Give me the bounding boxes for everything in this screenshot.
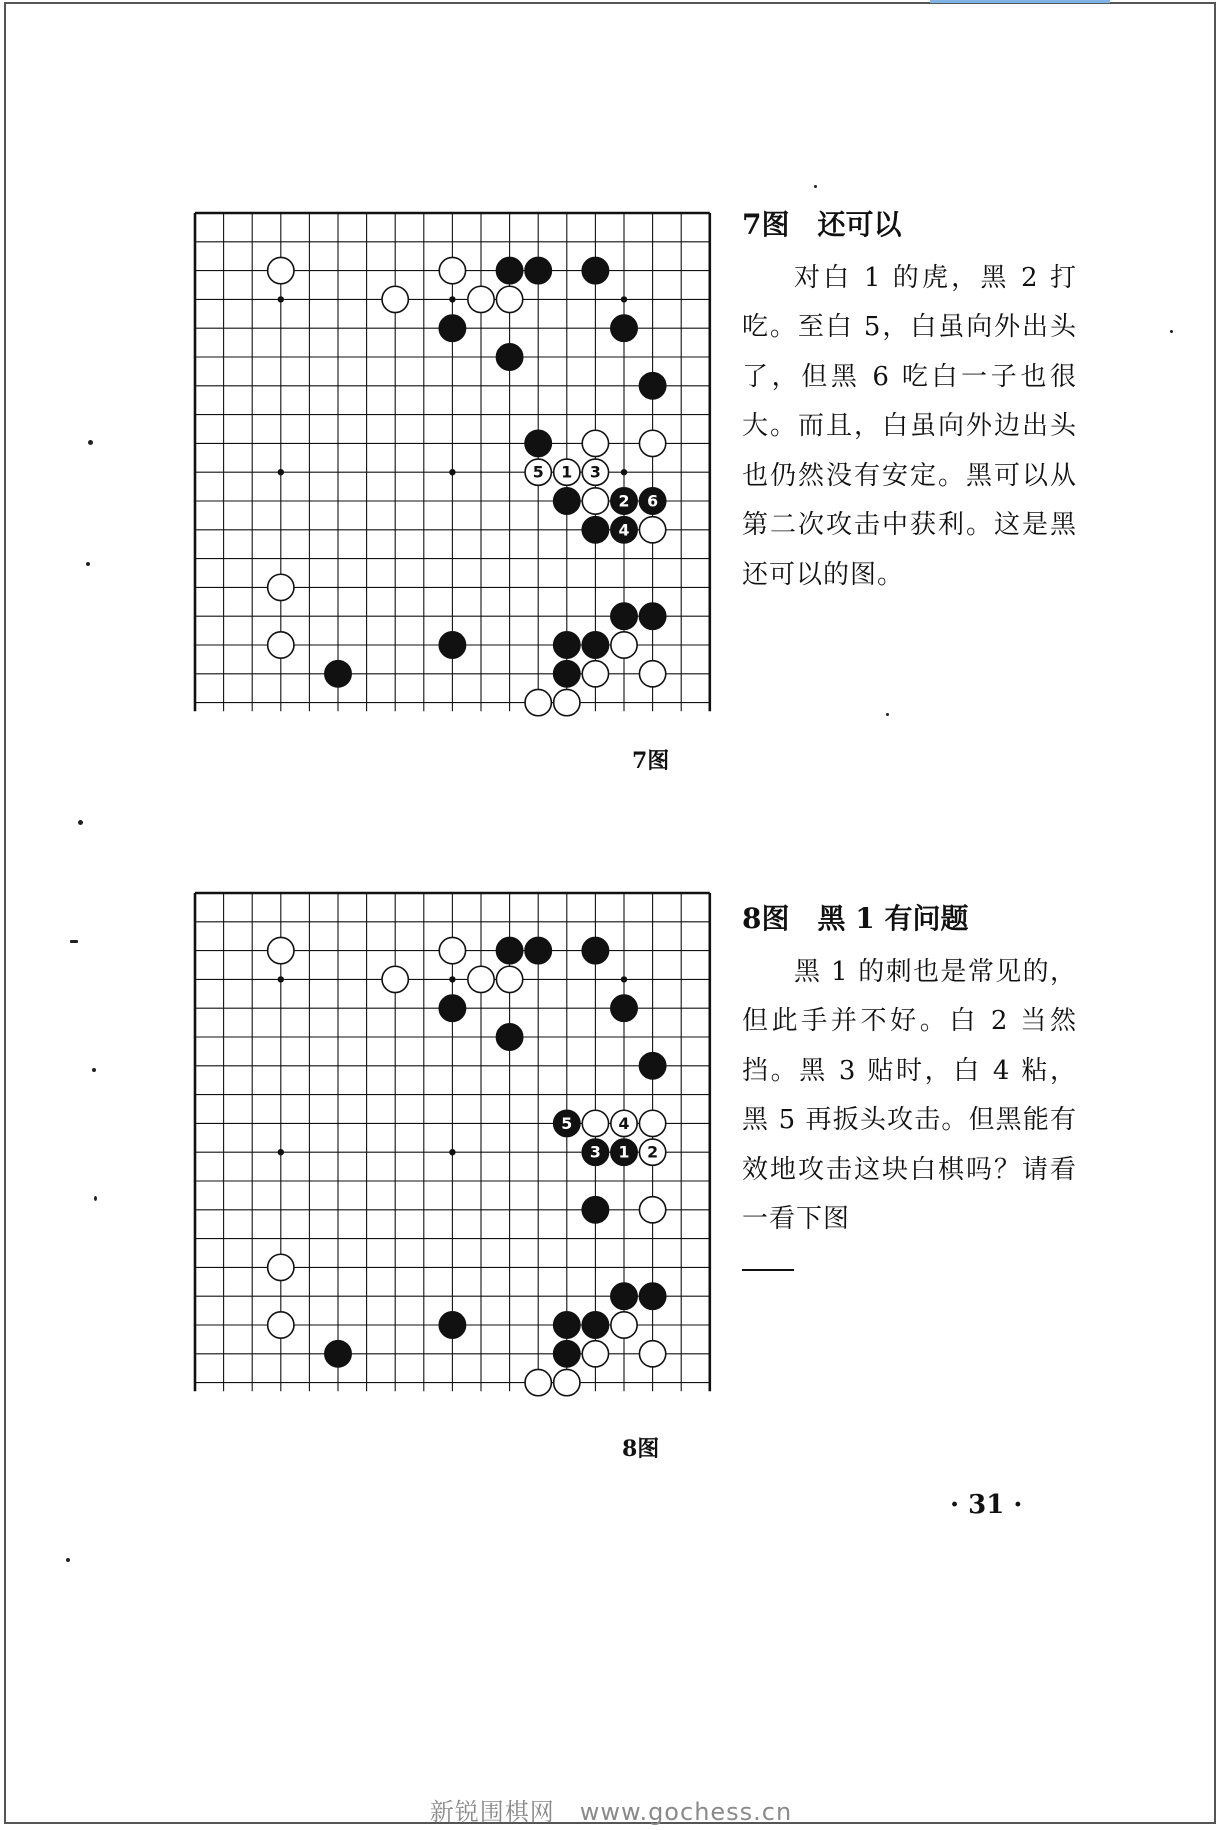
black-stone [582, 937, 608, 963]
black-stone [582, 632, 608, 658]
diagram-8-caption: 8图 [622, 1436, 660, 1462]
white-stone [582, 430, 608, 456]
scan-speck [92, 1068, 96, 1072]
black-stone [554, 1341, 580, 1367]
svg-text:3: 3 [589, 1142, 601, 1162]
black-stone [439, 315, 465, 341]
svg-text:6: 6 [647, 491, 659, 511]
scan-speck [886, 713, 889, 716]
star-point [449, 976, 455, 982]
black-stone [639, 1053, 665, 1079]
black-stone [554, 1312, 580, 1338]
white-stone [496, 966, 522, 992]
section-8-body-text: 黑 1 的刺也是常见的，但此手并不好。白 2 当然挡。黑 3 贴时，白 4 粘，黑 5 再扳头攻击。但黑能有效地攻击这块白棋吗？请看一看下图 [742, 956, 1077, 1234]
white-stone [496, 286, 522, 312]
star-point [621, 296, 627, 302]
svg-text:2: 2 [647, 1142, 659, 1162]
black-stone [525, 257, 551, 283]
white-stone [639, 661, 665, 687]
black-stone-move-5 [554, 1110, 580, 1136]
section-7-body: 对白 1 的虎，黑 2 打吃。至白 5，白虽向外出头了，但黑 6 吃白一子也很大。而且，白虽向外边出头也仍然没有安定。黑可以从第二次攻击中获利。这是黑还可以的图。 [742, 262, 1077, 590]
scan-speck [94, 1196, 97, 1201]
black-stone [439, 632, 465, 658]
scan-speck [70, 940, 78, 943]
white-stone [268, 574, 294, 600]
white-stone [268, 1312, 294, 1338]
svg-text:1: 1 [618, 1142, 630, 1162]
go-board-diagram-8 [180, 890, 715, 1435]
black-stone [496, 344, 522, 370]
scan-speck [78, 820, 83, 825]
section-7-text [742, 200, 1077, 600]
white-stone [639, 1197, 665, 1223]
white-stone [639, 1110, 665, 1136]
white-stone [639, 1341, 665, 1367]
black-stone [639, 373, 665, 399]
star-point [278, 976, 284, 982]
white-stone [468, 286, 494, 312]
svg-text:5: 5 [532, 462, 544, 482]
white-stone-move-1 [554, 459, 580, 485]
black-stone [525, 937, 551, 963]
white-stone [268, 257, 294, 283]
star-point [449, 296, 455, 302]
watermark: 新锐围棋网 www.gochess.cn [429, 1798, 793, 1826]
black-stone [611, 315, 637, 341]
diagram-7-caption: 7图 [632, 748, 670, 774]
continuation-dash [742, 1269, 794, 1271]
go-board-diagram-7 [192, 210, 717, 750]
star-point [278, 1149, 284, 1155]
white-stone-move-4 [611, 1110, 637, 1136]
black-stone [496, 937, 522, 963]
black-stone [582, 257, 608, 283]
page-number: · 31 · [950, 1490, 1023, 1520]
white-stone-move-5 [525, 459, 551, 485]
star-point [621, 976, 627, 982]
white-stone [525, 689, 551, 715]
scan-speck [66, 1558, 70, 1562]
black-stone [582, 1197, 608, 1223]
section-8-body [742, 948, 1077, 1295]
svg-text:1: 1 [561, 462, 573, 482]
svg-text:2: 2 [618, 491, 630, 511]
white-stone [582, 1110, 608, 1136]
white-stone [439, 257, 465, 283]
white-stone [525, 1369, 551, 1395]
scroll-indicator [930, 0, 1110, 3]
black-stone [496, 257, 522, 283]
scan-speck [88, 440, 93, 445]
black-stone [439, 995, 465, 1021]
black-stone-move-4 [611, 517, 637, 543]
scan-speck [814, 185, 817, 188]
star-point [449, 1149, 455, 1155]
white-stone-move-3 [582, 459, 608, 485]
white-stone [611, 1312, 637, 1338]
white-stone [554, 1369, 580, 1395]
black-stone-move-1 [611, 1139, 637, 1165]
black-stone [525, 430, 551, 456]
black-stone-move-6 [639, 488, 665, 514]
svg-text:3: 3 [589, 462, 601, 482]
svg-text:4: 4 [618, 1113, 630, 1133]
scan-speck [86, 562, 90, 566]
black-stone-move-3 [582, 1139, 608, 1165]
section-8-title: 8图 黑 1 有问题 [742, 902, 969, 935]
black-stone [325, 1341, 351, 1367]
section-8-text [742, 894, 1077, 1294]
svg-text:4: 4 [618, 520, 630, 540]
black-stone [611, 603, 637, 629]
black-stone [639, 1283, 665, 1309]
black-stone [582, 1312, 608, 1338]
star-point [278, 296, 284, 302]
white-stone [611, 632, 637, 658]
black-stone [639, 603, 665, 629]
white-stone-move-2 [639, 1139, 665, 1165]
star-point [449, 469, 455, 475]
white-stone [582, 1341, 608, 1367]
white-stone [468, 966, 494, 992]
star-point [278, 469, 284, 475]
white-stone [268, 937, 294, 963]
black-stone [496, 1024, 522, 1050]
black-stone [554, 488, 580, 514]
white-stone [439, 937, 465, 963]
black-stone [611, 995, 637, 1021]
black-stone [439, 1312, 465, 1338]
white-stone [639, 517, 665, 543]
black-stone [554, 661, 580, 687]
white-stone [268, 1254, 294, 1280]
black-stone [554, 632, 580, 658]
white-stone [382, 966, 408, 992]
star-point [621, 469, 627, 475]
svg-text:5: 5 [561, 1113, 573, 1133]
white-stone [382, 286, 408, 312]
black-stone [325, 661, 351, 687]
black-stone [582, 517, 608, 543]
scan-speck [1170, 330, 1173, 333]
white-stone [582, 661, 608, 687]
white-stone [268, 632, 294, 658]
white-stone [582, 488, 608, 514]
white-stone [554, 689, 580, 715]
section-7-title: 7图 还可以 [742, 208, 902, 241]
black-stone [611, 1283, 637, 1309]
white-stone [639, 430, 665, 456]
black-stone-move-2 [611, 488, 637, 514]
